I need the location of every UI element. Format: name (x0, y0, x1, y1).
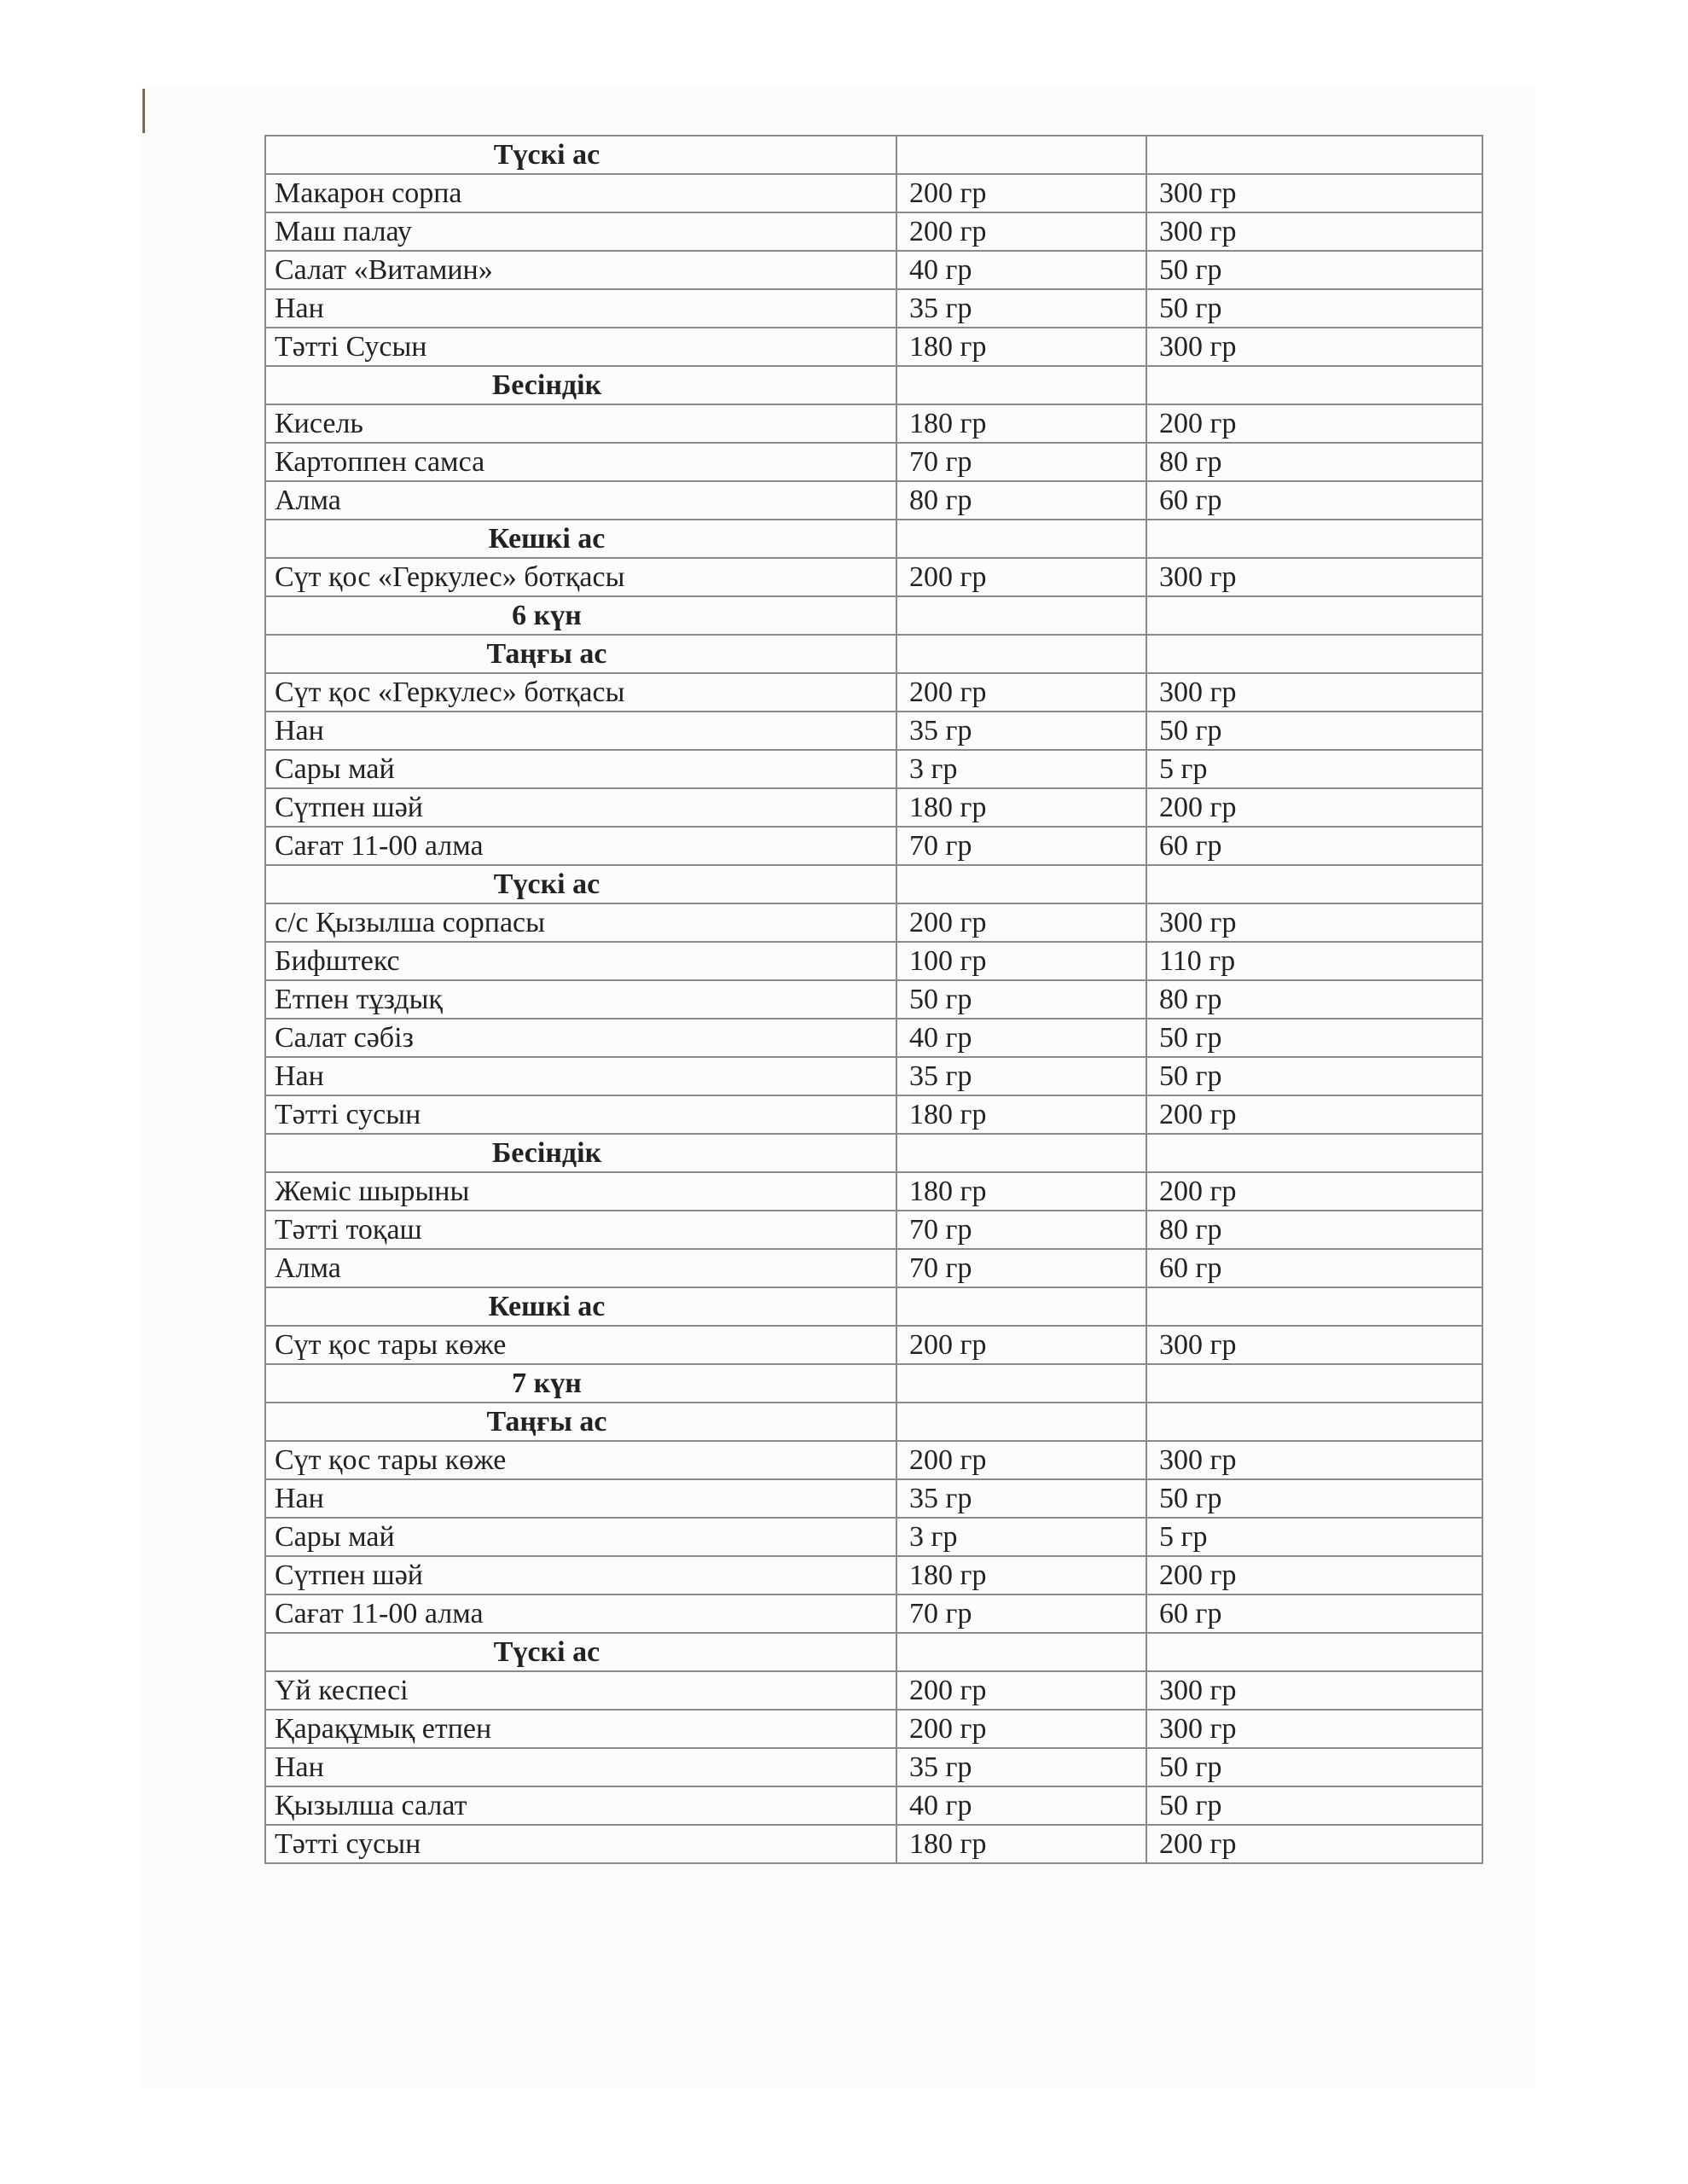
table-row (265, 1556, 1482, 1594)
dish-name: Алма (265, 1249, 896, 1287)
portion-small: 200 гр (896, 1671, 1146, 1710)
dish-name: Сағат 11-00 алма (265, 827, 896, 865)
dish-name: Макарон сорпа (265, 174, 896, 212)
dish-name: Тәтті Сусын (265, 328, 896, 366)
dish-name: Сүт қос «Геркулес» ботқасы (265, 558, 896, 596)
table-row (265, 1326, 1482, 1364)
portion-large: 50 гр (1146, 712, 1482, 750)
dish-name: Нан (265, 289, 896, 328)
portion-small: 35 гр (896, 712, 1146, 750)
portion-large: 300 гр (1146, 1441, 1482, 1479)
section-title: Бесіндік (265, 366, 896, 404)
portion-large: 200 гр (1146, 788, 1482, 827)
portion-small (896, 635, 1146, 673)
table-row (265, 1518, 1482, 1556)
table-row (265, 827, 1482, 865)
table-row (265, 712, 1482, 750)
dish-name: Маш палау (265, 212, 896, 251)
portion-small: 3 гр (896, 1518, 1146, 1556)
section-header-row (265, 366, 1482, 404)
section-title: 6 күн (265, 596, 896, 635)
portion-small (896, 1364, 1146, 1403)
portion-large: 60 гр (1146, 481, 1482, 520)
dish-name: Тәтті сусын (265, 1095, 896, 1134)
portion-large: 300 гр (1146, 673, 1482, 712)
portion-small: 35 гр (896, 1748, 1146, 1786)
portion-small (896, 1633, 1146, 1671)
dish-name: Үй кеспесі (265, 1671, 896, 1710)
portion-small: 70 гр (896, 1211, 1146, 1249)
section-header-row (265, 1633, 1482, 1671)
dish-name: Кисель (265, 404, 896, 443)
portion-small (896, 1287, 1146, 1326)
portion-large: 80 гр (1146, 443, 1482, 481)
portion-large: 200 гр (1146, 404, 1482, 443)
section-title: Түскі ас (265, 865, 896, 903)
portion-small: 50 гр (896, 980, 1146, 1019)
portion-large: 300 гр (1146, 212, 1482, 251)
portion-large (1146, 1403, 1482, 1441)
table-row (265, 1710, 1482, 1748)
section-header-row (265, 596, 1482, 635)
table-row (265, 1671, 1482, 1710)
table-row (265, 1211, 1482, 1249)
table-row (265, 289, 1482, 328)
portion-small: 3 гр (896, 750, 1146, 788)
portion-small: 200 гр (896, 673, 1146, 712)
dish-name: Етпен тұздық (265, 980, 896, 1019)
portion-large: 200 гр (1146, 1825, 1482, 1863)
dish-name: Қарақұмық етпен (265, 1710, 896, 1748)
portion-small: 200 гр (896, 558, 1146, 596)
table-row (265, 903, 1482, 942)
table-row (265, 750, 1482, 788)
table-row (265, 1479, 1482, 1518)
portion-small: 35 гр (896, 1057, 1146, 1095)
table-row (265, 788, 1482, 827)
section-title: Түскі ас (265, 136, 896, 174)
menu-table (264, 135, 1483, 1864)
portion-large (1146, 865, 1482, 903)
page-edge-mark (142, 89, 145, 133)
portion-large: 110 гр (1146, 942, 1482, 980)
portion-large: 60 гр (1146, 827, 1482, 865)
table-row (265, 1825, 1482, 1863)
section-header-row (265, 136, 1482, 174)
portion-large: 50 гр (1146, 289, 1482, 328)
portion-small (896, 366, 1146, 404)
table-row (265, 1249, 1482, 1287)
table-row (265, 942, 1482, 980)
section-header-row (265, 1403, 1482, 1441)
section-header-row (265, 635, 1482, 673)
dish-name: Сағат 11-00 алма (265, 1594, 896, 1633)
portion-large: 80 гр (1146, 980, 1482, 1019)
portion-small (896, 136, 1146, 174)
portion-large: 200 гр (1146, 1556, 1482, 1594)
section-title: Бесіндік (265, 1134, 896, 1172)
portion-large: 300 гр (1146, 558, 1482, 596)
dish-name: Алма (265, 481, 896, 520)
dish-name: Тәтті тоқаш (265, 1211, 896, 1249)
portion-small: 35 гр (896, 1479, 1146, 1518)
section-title: Кешкі ас (265, 1287, 896, 1326)
section-title: Таңғы ас (265, 1403, 896, 1441)
table-row (265, 174, 1482, 212)
portion-small (896, 596, 1146, 635)
dish-name: Картоппен самса (265, 443, 896, 481)
portion-small: 70 гр (896, 1594, 1146, 1633)
dish-name: Нан (265, 1479, 896, 1518)
portion-small: 200 гр (896, 1441, 1146, 1479)
portion-small (896, 520, 1146, 558)
portion-small: 200 гр (896, 212, 1146, 251)
portion-large: 300 гр (1146, 328, 1482, 366)
section-header-row (265, 1287, 1482, 1326)
table-row (265, 1019, 1482, 1057)
portion-small: 180 гр (896, 1172, 1146, 1211)
dish-name: Жеміс шырыны (265, 1172, 896, 1211)
portion-large: 50 гр (1146, 1786, 1482, 1825)
table-row (265, 1095, 1482, 1134)
table-row (265, 1172, 1482, 1211)
portion-large: 5 гр (1146, 1518, 1482, 1556)
portion-small: 180 гр (896, 788, 1146, 827)
portion-small: 200 гр (896, 1326, 1146, 1364)
portion-small: 80 гр (896, 481, 1146, 520)
portion-small: 200 гр (896, 174, 1146, 212)
portion-large (1146, 635, 1482, 673)
section-header-row (265, 1134, 1482, 1172)
section-header-row (265, 865, 1482, 903)
portion-small: 180 гр (896, 1825, 1146, 1863)
table-row (265, 1441, 1482, 1479)
dish-name: Сары май (265, 1518, 896, 1556)
table-row (265, 328, 1482, 366)
portion-small: 180 гр (896, 328, 1146, 366)
portion-large: 300 гр (1146, 174, 1482, 212)
portion-large: 50 гр (1146, 1748, 1482, 1786)
table-row (265, 1748, 1482, 1786)
portion-small: 70 гр (896, 1249, 1146, 1287)
dish-name: Нан (265, 712, 896, 750)
dish-name: Сары май (265, 750, 896, 788)
portion-large: 300 гр (1146, 1710, 1482, 1748)
dish-name: Сүт қос тары көже (265, 1326, 896, 1364)
portion-large (1146, 1633, 1482, 1671)
section-title: Түскі ас (265, 1633, 896, 1671)
section-title: 7 күн (265, 1364, 896, 1403)
portion-small: 40 гр (896, 1019, 1146, 1057)
table-row (265, 558, 1482, 596)
portion-large (1146, 1287, 1482, 1326)
portion-small (896, 1134, 1146, 1172)
portion-small: 100 гр (896, 942, 1146, 980)
portion-large: 50 гр (1146, 1019, 1482, 1057)
portion-large (1146, 1364, 1482, 1403)
portion-small: 35 гр (896, 289, 1146, 328)
table-row (265, 404, 1482, 443)
portion-large: 60 гр (1146, 1594, 1482, 1633)
table-row (265, 980, 1482, 1019)
table-row (265, 673, 1482, 712)
dish-name: Қызылша салат (265, 1786, 896, 1825)
portion-large (1146, 136, 1482, 174)
menu-table-body (265, 136, 1482, 1863)
portion-small: 70 гр (896, 827, 1146, 865)
portion-small: 180 гр (896, 1556, 1146, 1594)
portion-large: 5 гр (1146, 750, 1482, 788)
dish-name: Сүтпен шәй (265, 788, 896, 827)
dish-name: Нан (265, 1748, 896, 1786)
table-row (265, 1594, 1482, 1633)
portion-small: 180 гр (896, 1095, 1146, 1134)
table-row (265, 481, 1482, 520)
portion-large: 300 гр (1146, 1326, 1482, 1364)
dish-name: Нан (265, 1057, 896, 1095)
portion-large: 50 гр (1146, 1479, 1482, 1518)
portion-large (1146, 366, 1482, 404)
section-header-row (265, 1364, 1482, 1403)
dish-name: Салат сәбіз (265, 1019, 896, 1057)
table-row (265, 251, 1482, 289)
portion-small: 200 гр (896, 903, 1146, 942)
portion-small: 70 гр (896, 443, 1146, 481)
table-row (265, 1057, 1482, 1095)
dish-name: Бифштекс (265, 942, 896, 980)
portion-small: 180 гр (896, 404, 1146, 443)
portion-large: 50 гр (1146, 251, 1482, 289)
section-header-row (265, 520, 1482, 558)
portion-small: 40 гр (896, 1786, 1146, 1825)
portion-small: 200 гр (896, 1710, 1146, 1748)
portion-large: 200 гр (1146, 1095, 1482, 1134)
dish-name: с/с Қызылша сорпасы (265, 903, 896, 942)
dish-name: Сүтпен шәй (265, 1556, 896, 1594)
portion-large (1146, 596, 1482, 635)
table-row (265, 1786, 1482, 1825)
portion-large: 80 гр (1146, 1211, 1482, 1249)
portion-small (896, 1403, 1146, 1441)
portion-large: 300 гр (1146, 903, 1482, 942)
portion-large (1146, 1134, 1482, 1172)
portion-small (896, 865, 1146, 903)
table-row (265, 212, 1482, 251)
portion-large: 60 гр (1146, 1249, 1482, 1287)
section-title: Кешкі ас (265, 520, 896, 558)
portion-small: 40 гр (896, 251, 1146, 289)
portion-large: 200 гр (1146, 1172, 1482, 1211)
dish-name: Салат «Витамин» (265, 251, 896, 289)
dish-name: Сүт қос «Геркулес» ботқасы (265, 673, 896, 712)
portion-large (1146, 520, 1482, 558)
dish-name: Сүт қос тары көже (265, 1441, 896, 1479)
portion-large: 50 гр (1146, 1057, 1482, 1095)
portion-large: 300 гр (1146, 1671, 1482, 1710)
section-title: Таңғы ас (265, 635, 896, 673)
table-row (265, 443, 1482, 481)
dish-name: Тәтті сусын (265, 1825, 896, 1863)
